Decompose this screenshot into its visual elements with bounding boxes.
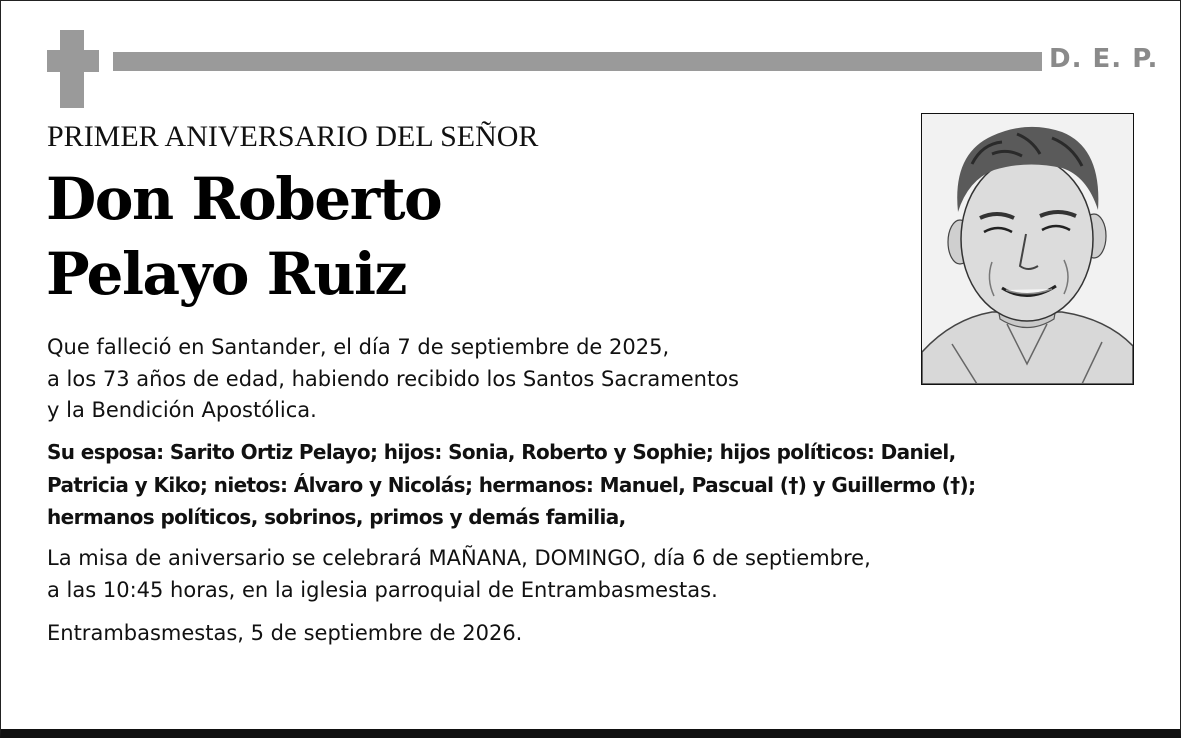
mass-line-1: La misa de aniversario se celebrará MAÑANA, DOMINGO, día 6 de septiembre,	[47, 546, 871, 570]
death-line-3: y la Bendición Apostólica.	[47, 398, 317, 422]
portrait-photo	[921, 113, 1134, 385]
place-date: Entrambasmestas, 5 de septiembre de 2026.	[47, 621, 523, 645]
death-line-2: a los 73 años de edad, habiendo recibido los Santos Sacramentos	[47, 367, 739, 391]
deceased-name-line1: Don Roberto	[46, 165, 442, 233]
death-line-1: Que falleció en Santander, el día 7 de septiembre de 2025,	[47, 335, 670, 359]
cross-horizontal-bar	[47, 50, 99, 72]
family-line-2: Patricia y Kiko; nietos: Álvaro y Nicolás; hermanos: Manuel, Pascual (†) y Guillermo (†);	[47, 473, 976, 497]
family-line-1: Su esposa: Sarito Ortiz Pelayo; hijos: Sonia, Roberto y Sophie; hijos políticos: Daniel,	[47, 440, 956, 464]
deceased-name-line2: Pelayo Ruiz	[46, 240, 406, 308]
notice-subtitle: PRIMER ANIVERSARIO DEL SEÑOR	[47, 120, 539, 153]
family-line-3: hermanos políticos, sobrinos, primos y demás familia,	[47, 505, 626, 529]
mass-line-2: a las 10:45 horas, en la iglesia parroquial de Entrambasmestas.	[47, 578, 718, 602]
dep-label: D. E. P.	[1049, 44, 1159, 74]
header-rule	[113, 52, 1042, 71]
portrait-illustration	[922, 114, 1133, 384]
